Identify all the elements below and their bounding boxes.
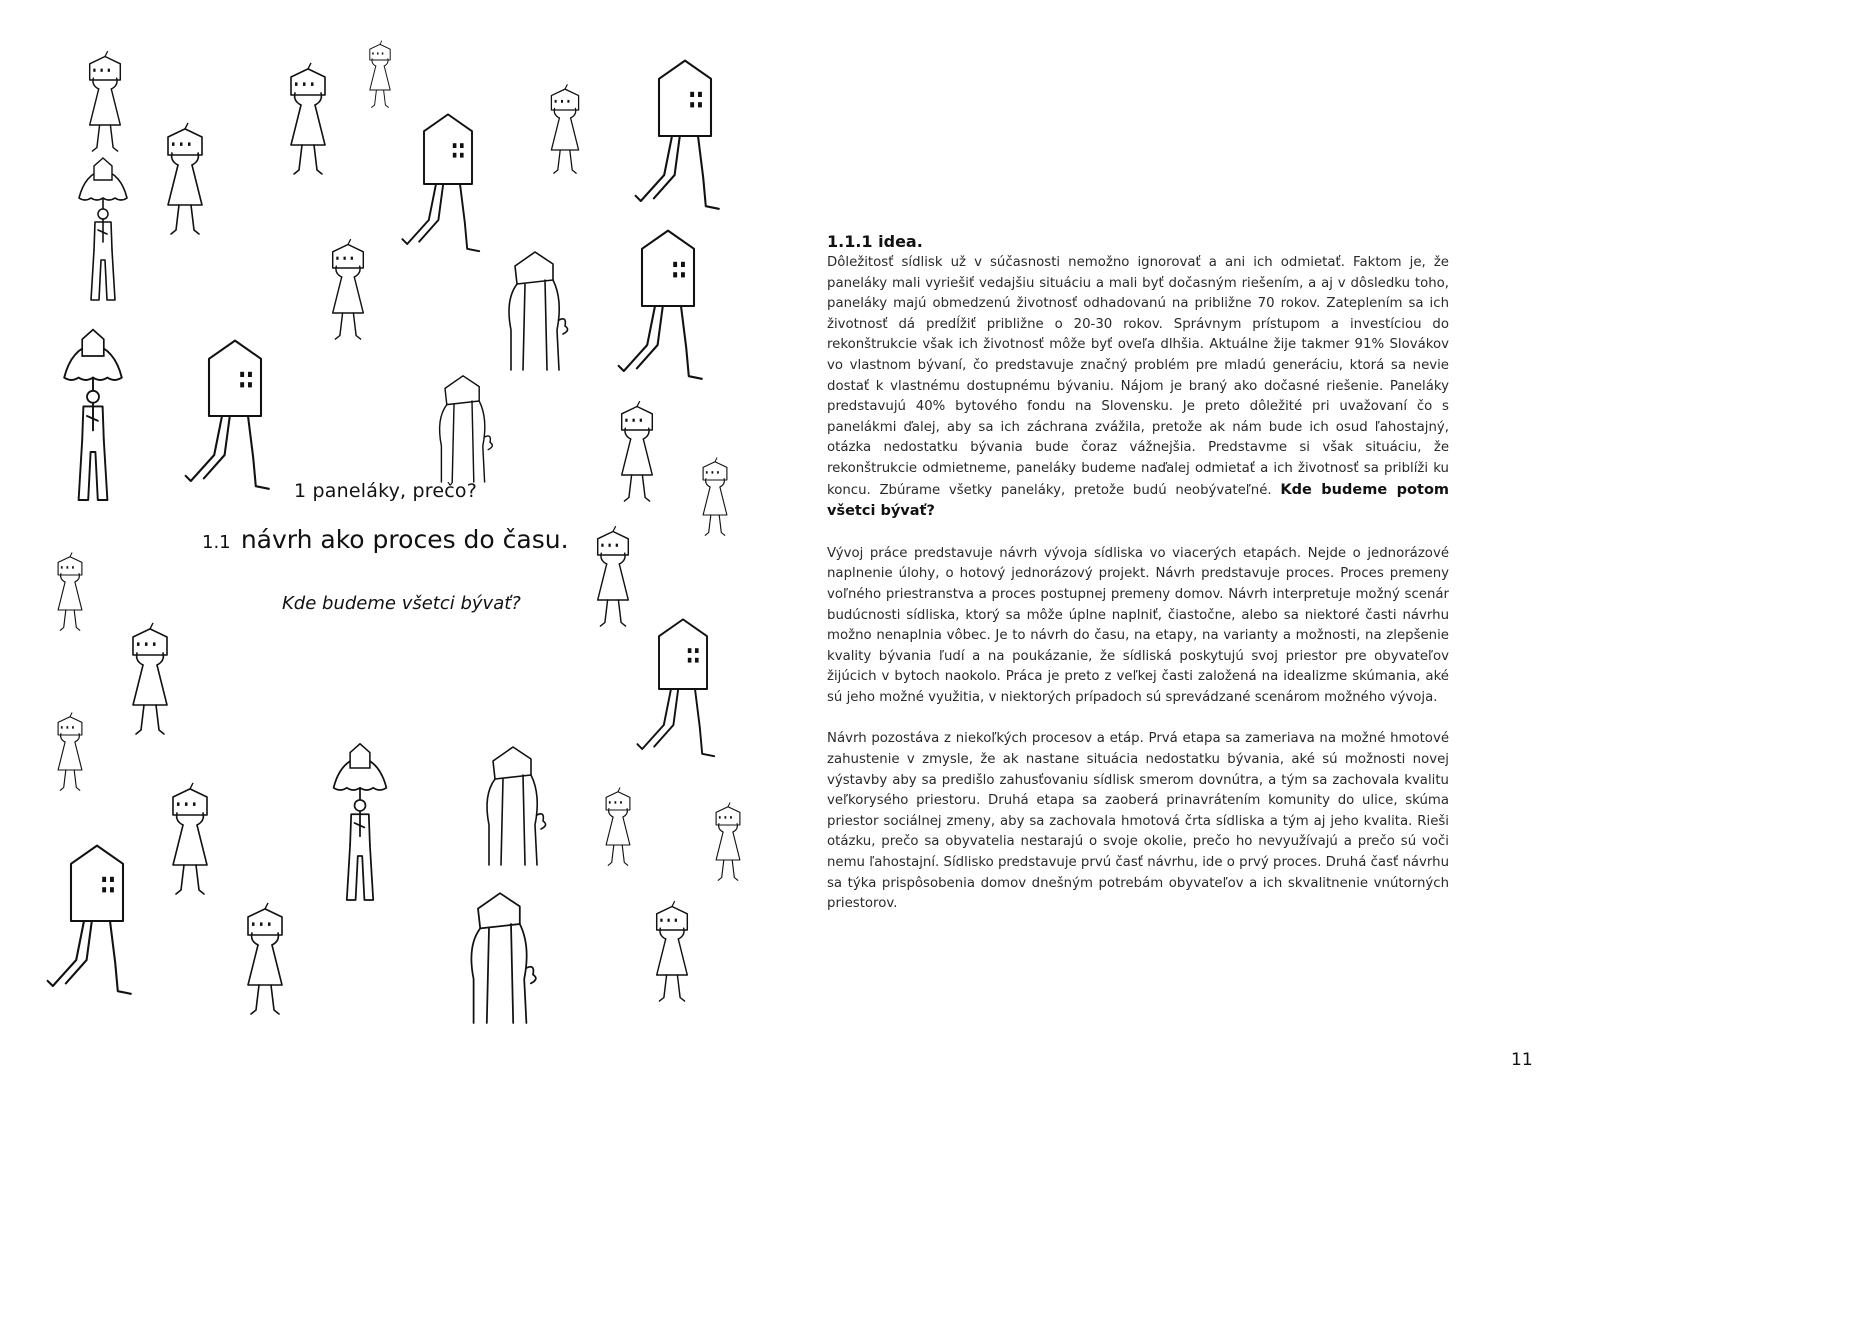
figure-carrying-house-1 <box>90 51 121 151</box>
figure-carrying-house-14 <box>440 376 493 482</box>
figure-carrying-house-3 <box>291 63 325 174</box>
figure-carrying-house-30 <box>657 901 688 1001</box>
figure-carrying-house-12 <box>64 330 122 500</box>
chapter-heading: 1 paneláky, prečo? <box>294 480 478 502</box>
figure-carrying-house-17 <box>58 553 82 631</box>
figure-carrying-house-2 <box>370 41 390 108</box>
text-column <box>827 232 1449 915</box>
figure-carrying-house-6 <box>636 61 719 209</box>
paragraph-stages: Návrh pozostáva z niekoľkých procesov a etáp. Prvá etapa sa zameriava na možné hmotové zahustenie v zmysle, že ak nastane situácia nedostatku bývania, aké sú možnosti novej výstavby aby sa predišlo zahusťovaniu sídlisk smerom dovnútra, a tým sa zachovala kvalitu veľkorysého priestoru. Druhá etapa sa zaoberá prinavrátením komunity do ulice, skúma priestor sociálnej zmeny, aby sa zachovala hmotová črta sídliska a tým aj jeho kvalita. Rieši otázku, prečo sa obyvatelia nestarajú o svoje okolie, prečo ho nevyužívajú a prečo sú voči nemu ľahostajní. Sídlisko predstavuje prvú časť návrhu, ide o prvý proces. Druhá časť návrhu sa týka prispôsobenia domov dnešným potrebám obyvateľov a ich skvalitnenie vnútorných priestorov. <box>827 731 1449 912</box>
figure-carrying-house-10 <box>509 252 568 370</box>
paragraph-process: Vývoj práce predstavuje návrh vývoja sídliska vo viacerých etapách. Nejde o jednorázové naplnenie úlohy, o hotový jednorázový projekt. Návrh predstavuje proces. Proces premeny voľného priestranstva a proces postupnej premeny domov. Návrh interpretuje možný scenár budúcnosti sídliska, ktorý sa môže úplne naplniť, čiastočne, alebo sa niektoré časti návrhu možno nenaplnia vôbec. Je to návrh do času, na etapy, na varianty a možnosti, na zlepšenie kvality bývania ľudí a na poukázanie, že sídliská poskytujú svoj priestor pre obyvateľov žijúcich v bytoch naokolo. Práca je preto z veľkej časti založená na idealizme skúmania, aké sú jeho možné využitia, v niektorých prípadoch sú sprevádzané scenárom možného vývoja. <box>827 545 1449 705</box>
section-question: Kde budeme všetci bývať? <box>282 593 521 614</box>
figure-carrying-house-29 <box>471 893 535 1023</box>
figure-carrying-house-22 <box>487 747 546 865</box>
figure-carrying-house-28 <box>248 903 282 1014</box>
figure-carrying-house-13 <box>186 341 269 489</box>
figure-carrying-house-5 <box>168 123 202 234</box>
figure-carrying-house-15 <box>622 401 653 501</box>
figure-carrying-house-7 <box>79 158 127 300</box>
figure-carrying-house-20 <box>637 619 714 756</box>
figure-carrying-house-16 <box>703 458 727 536</box>
paragraph-idea-emphasis: Kde budeme potom všetci bývať? <box>827 481 1450 520</box>
figure-carrying-house-26 <box>716 803 740 881</box>
paragraph-idea-text: Dôležitosť sídlisk už v súčasnosti nemožno ignorovať a ani ich odmietať. Faktom je, že paneláky mali vyriešiť vedajšiu situáciu a mali byť dočasným riešením, a aj v dôsledku toho, paneláky majú obmedzenú životnosť odhadovanú na približne 70 rokov. Zateplením sa ich životnosť dá predĺžiť približne o 20-30 rokov. Správnym prístupom a investíciou do rekonštrukcie však ich životnosť môže byť oveľa dlhšia. Aktuálne žije takmer 91% Slovákov vo vlastnom bývaní, čo predstavuje značný problém pre mladú generáciu, ktorá sa nevie dostať k vlastnému dostupnému bývaniu. Nájom je braný ako dočasné riešenie. Paneláky predstavujú 40% bytového fondu na Slovensku. Je preto dôležité pri uvažovaní čo s panelákmi ďalej, aby sa ich záchrana zvážila, pretože ak nám bude ich osud ľahostajný, otázka nedostatku bývania bude čoraz vážnejšia. Predstavme si však situáciu, že rekonštrukcie odmietneme, paneláky budeme naďalej odmietať a ich životnosť sa priblíži ku koncu. Zbúrame všetky paneláky, pretože budú neobývateľné. <box>827 255 1449 498</box>
section-number: 1.1 <box>202 532 231 553</box>
figure-carrying-house-19 <box>133 623 167 734</box>
subsection-heading: 1.1.1 idea. <box>827 232 923 251</box>
figure-carrying-house-4 <box>551 84 578 173</box>
section-heading <box>202 518 569 556</box>
figure-carrying-house-21 <box>58 713 82 791</box>
page-number: 11 <box>1511 1050 1533 1070</box>
section-title: návrh ako proces do času. <box>240 525 569 554</box>
figure-carrying-house-25 <box>606 788 630 866</box>
figure-carrying-house-18 <box>598 526 629 626</box>
figure-carrying-house-23 <box>173 783 207 894</box>
figure-carrying-house-24 <box>334 744 387 900</box>
figure-carrying-house-11 <box>619 231 702 379</box>
figure-carrying-house-8 <box>402 114 479 251</box>
figure-carrying-house-9 <box>333 239 364 339</box>
paragraph-idea <box>827 253 1449 523</box>
figure-carrying-house-27 <box>48 846 131 994</box>
